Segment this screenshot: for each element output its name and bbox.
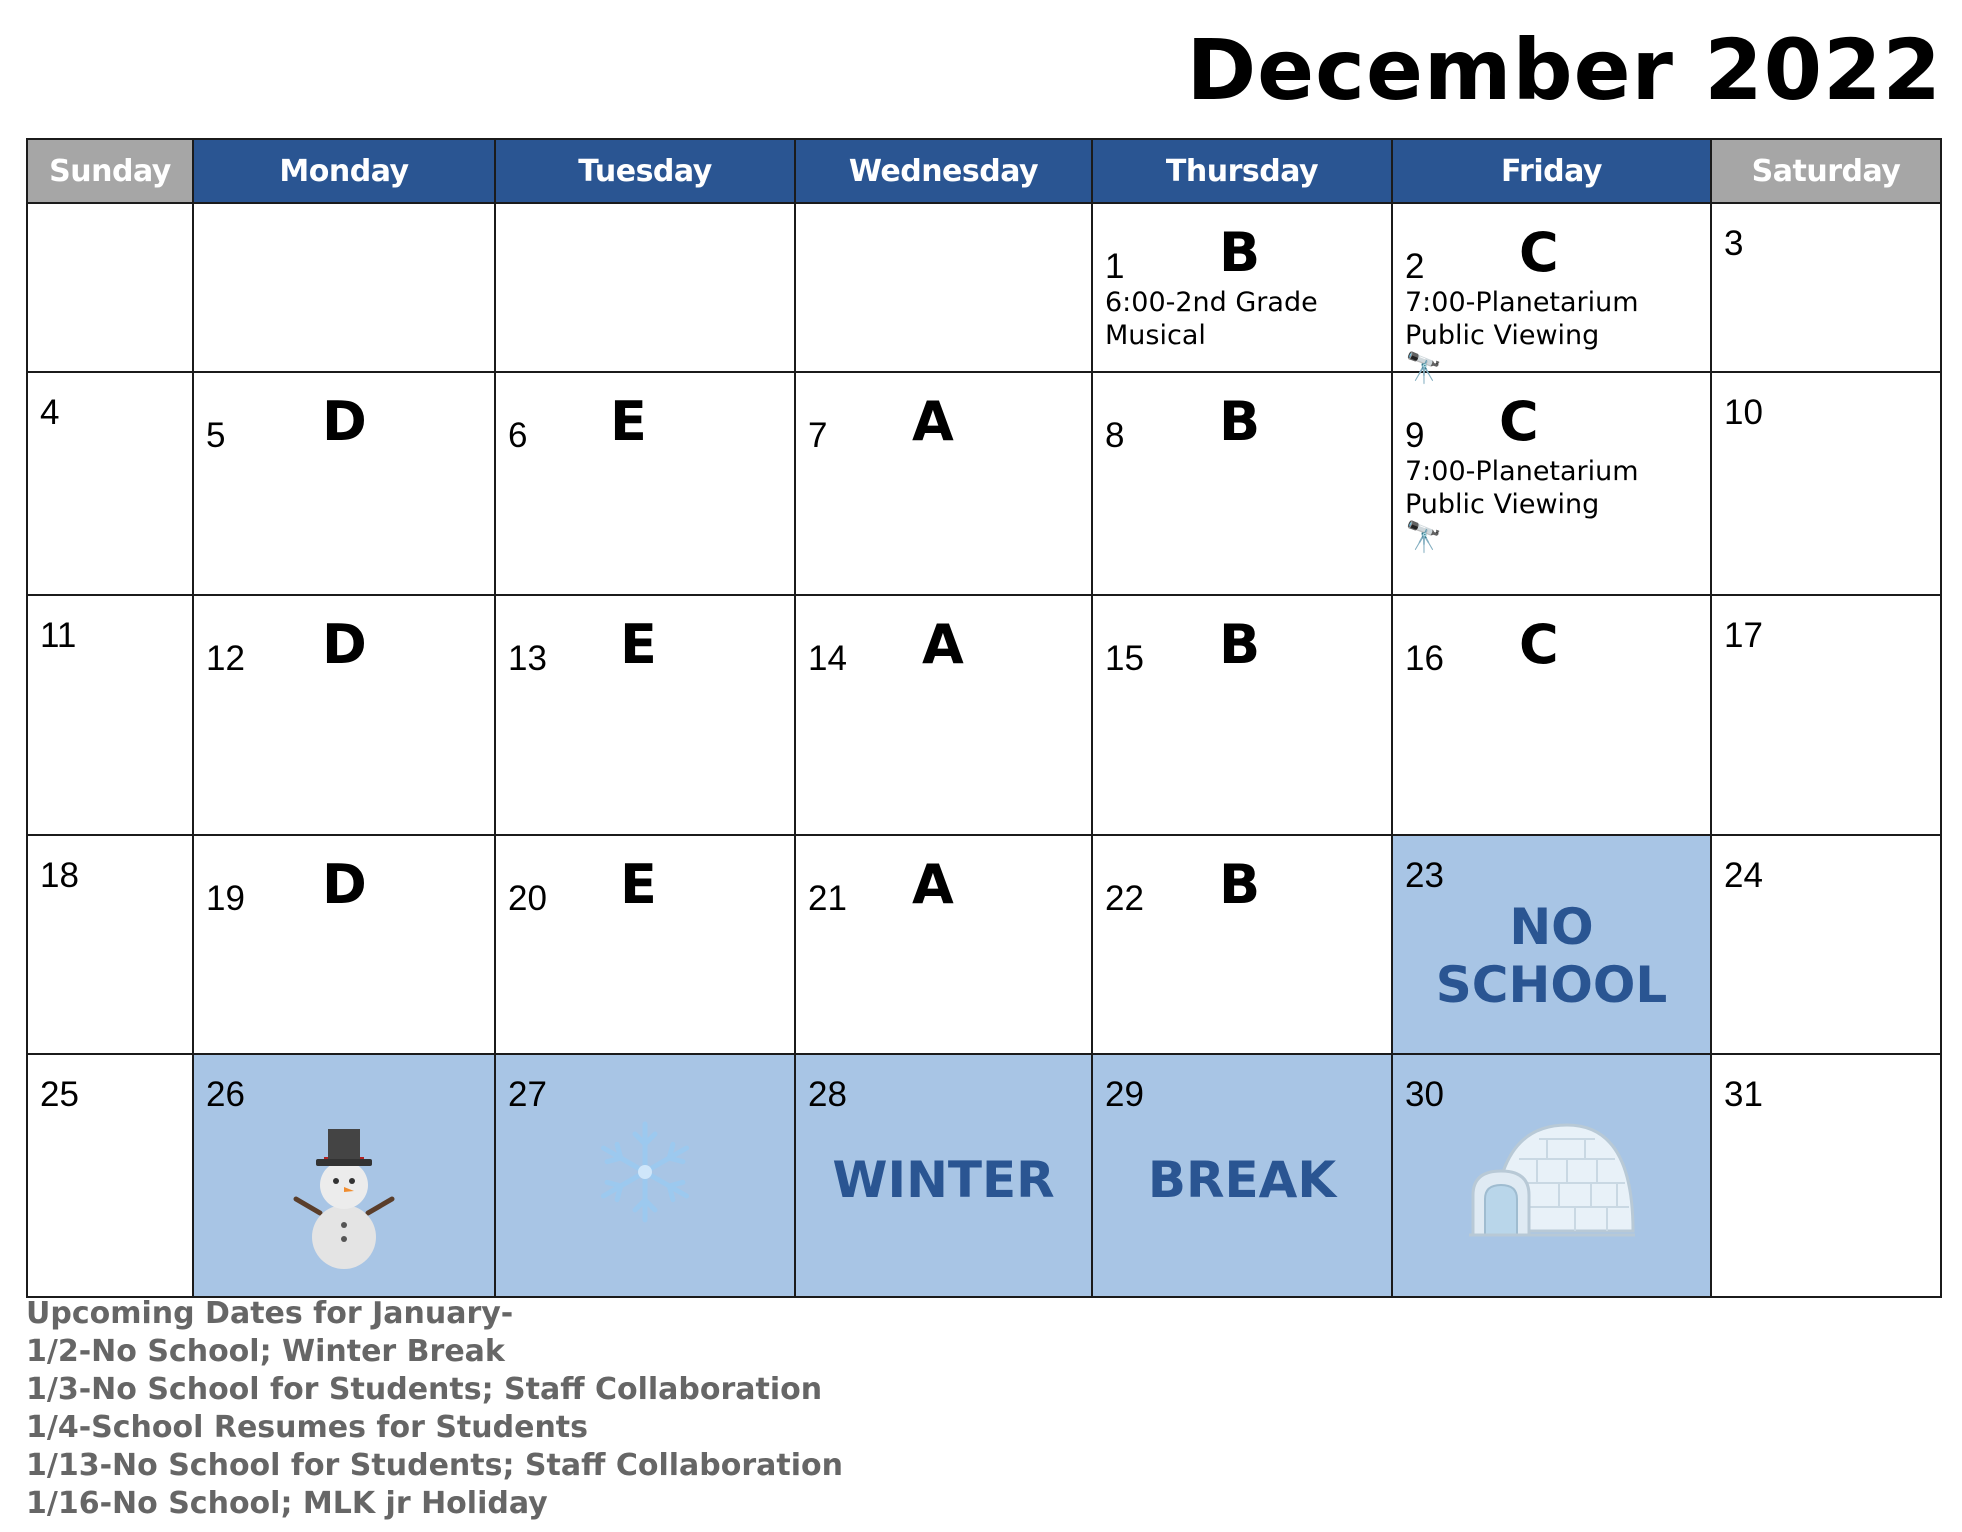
day-cell-7 [795, 372, 1092, 595]
day-letter: B [1219, 852, 1261, 916]
day-number: 10 [1724, 393, 1763, 433]
day-number: 20 [508, 878, 547, 918]
day-cell-24 [1711, 835, 1941, 1054]
day-cell-25 [27, 1054, 193, 1297]
day-cell-4 [27, 372, 193, 595]
day-cell-12 [193, 595, 495, 834]
header-thursday: Thursday [1092, 139, 1392, 203]
day-letter: C [1519, 613, 1559, 677]
calendar-grid [26, 138, 1942, 1298]
day-cell-10 [1711, 372, 1941, 595]
event-text: 7:00-Planetarium Public Viewing [1405, 456, 1639, 521]
week-row [27, 372, 1941, 595]
day-cell-3 [1711, 203, 1941, 372]
day-letter: A [912, 852, 954, 916]
day-cell-29 [1092, 1054, 1392, 1297]
day-letter: B [1219, 390, 1261, 454]
day-cell-23-no-school [1392, 835, 1711, 1054]
day-letter: A [922, 613, 964, 677]
day-cell-18 [27, 835, 193, 1054]
day-number: 19 [206, 878, 245, 918]
calendar-title: December 2022 [1186, 21, 1942, 119]
day-cell-31 [1711, 1054, 1941, 1297]
day-number: 8 [1105, 416, 1125, 456]
day-cell-30 [1392, 1054, 1711, 1297]
day-letter: B [1219, 221, 1261, 285]
day-letter: C [1499, 390, 1539, 454]
header-monday: Monday [193, 139, 495, 203]
day-letter: E [610, 390, 647, 454]
no-school-label-no: NO [1509, 897, 1594, 956]
day-number: 9 [1405, 416, 1425, 456]
day-cell-28 [795, 1054, 1092, 1297]
day-number: 31 [1724, 1074, 1763, 1114]
day-cell-16 [1392, 595, 1711, 834]
day-cell-empty [193, 203, 495, 372]
day-cell-9 [1392, 372, 1711, 595]
day-number: 15 [1105, 639, 1144, 679]
day-number: 6 [508, 416, 528, 456]
day-cell-27 [495, 1054, 795, 1297]
week-row [27, 1054, 1941, 1297]
day-cell-15 [1092, 595, 1392, 834]
header-friday: Friday [1392, 139, 1711, 203]
day-letter: C [1519, 221, 1559, 285]
header-saturday: Saturday [1711, 139, 1941, 203]
day-cell-5 [193, 372, 495, 595]
day-cell-26 [193, 1054, 495, 1297]
day-number: 21 [808, 878, 847, 918]
day-number: 28 [808, 1074, 847, 1114]
footer-item: 1/16-No School; MLK jr Holiday [26, 1486, 548, 1521]
telescope-icon: 🔭 [1405, 520, 1443, 556]
break-label: BREAK [1147, 1150, 1337, 1209]
day-number: 13 [508, 639, 547, 679]
week-row [27, 835, 1941, 1054]
day-number: 25 [40, 1074, 79, 1114]
winter-label: WINTER [832, 1150, 1055, 1209]
day-number: 26 [206, 1074, 245, 1114]
header-wednesday: Wednesday [795, 139, 1092, 203]
day-header-row [27, 139, 1941, 203]
day-number: 7 [808, 416, 828, 456]
header-sunday: Sunday [27, 139, 193, 203]
upcoming-dates-footer [26, 1295, 843, 1523]
day-number: 1 [1105, 247, 1125, 287]
day-cell-13 [495, 595, 795, 834]
day-number: 14 [808, 639, 847, 679]
day-cell-1 [1092, 203, 1392, 372]
day-number: 29 [1105, 1074, 1144, 1114]
no-school-label-school: SCHOOL [1435, 955, 1668, 1014]
day-letter: E [620, 613, 657, 677]
day-number: 3 [1724, 224, 1744, 264]
event-block [1405, 455, 1645, 555]
day-cell-22 [1092, 835, 1392, 1054]
day-letter: D [322, 390, 367, 454]
day-cell-6 [495, 372, 795, 595]
day-cell-empty [495, 203, 795, 372]
day-cell-2 [1392, 203, 1711, 387]
day-number: 24 [1724, 855, 1763, 895]
day-number: 18 [40, 855, 79, 895]
week-row [27, 203, 1941, 372]
day-number: 30 [1405, 1074, 1444, 1114]
day-cell-empty [795, 203, 1092, 372]
day-number: 22 [1105, 878, 1144, 918]
day-number: 27 [508, 1074, 547, 1114]
telescope-icon: 🔭 [1405, 351, 1443, 387]
igloo-icon [1393, 1111, 1710, 1246]
day-number: 11 [40, 616, 77, 656]
day-letter: B [1219, 613, 1261, 677]
day-letter: D [322, 852, 367, 916]
day-cell-empty [27, 203, 193, 372]
event-text: 6:00-2nd Grade Musical [1105, 287, 1318, 352]
day-letter: D [322, 613, 367, 677]
day-cell-20 [495, 835, 795, 1054]
day-number: 16 [1405, 639, 1444, 679]
day-number: 4 [40, 393, 60, 433]
day-cell-11 [27, 595, 193, 834]
header-tuesday: Tuesday [495, 139, 795, 203]
footer-item: 1/13-No School for Students; Staff Collaboration [26, 1448, 844, 1483]
day-cell-17 [1711, 595, 1941, 834]
day-cell-8 [1092, 372, 1392, 595]
week-row [27, 595, 1941, 834]
day-number: 5 [206, 416, 226, 456]
event-text: 7:00-Planetarium Public Viewing [1405, 287, 1639, 352]
day-letter: A [912, 390, 954, 454]
footer-heading: Upcoming Dates for January- [26, 1296, 514, 1331]
day-number: 17 [1724, 616, 1763, 656]
snowflake-icon [496, 1117, 794, 1232]
day-letter: E [620, 852, 657, 916]
day-cell-14 [795, 595, 1092, 834]
footer-item: 1/3-No School for Students; Staff Collaboration [26, 1372, 823, 1407]
day-number: 2 [1405, 247, 1425, 287]
footer-item: 1/2-No School; Winter Break [26, 1334, 505, 1369]
day-number: 12 [206, 639, 245, 679]
day-cell-19 [193, 835, 495, 1054]
snowman-icon [194, 1121, 494, 1276]
day-number: 23 [1405, 855, 1444, 895]
footer-item: 1/4-School Resumes for Students [26, 1410, 589, 1445]
day-cell-21 [795, 835, 1092, 1054]
